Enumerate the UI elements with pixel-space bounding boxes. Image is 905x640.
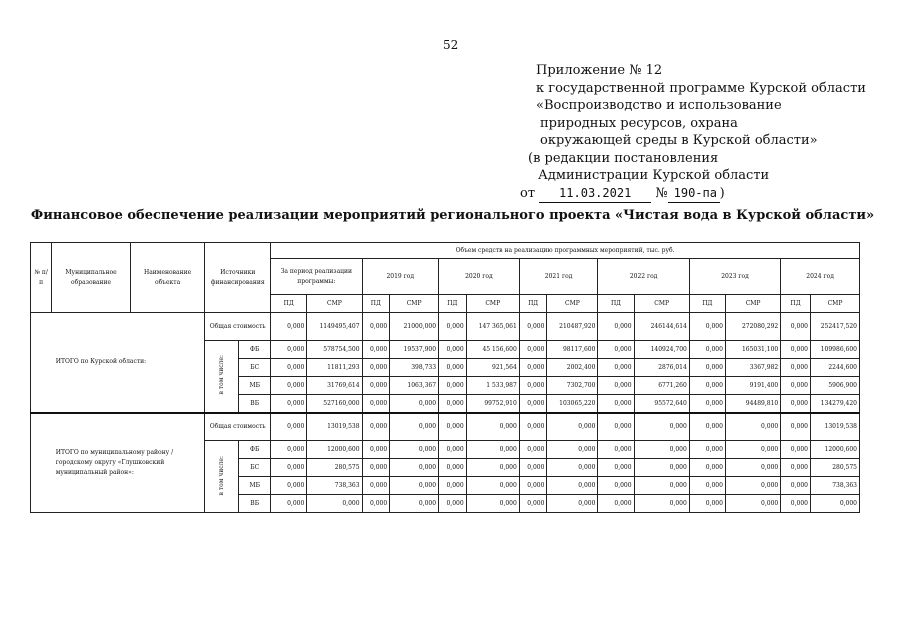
including-text: в том числе: (218, 455, 226, 496)
cell-pd: 0,000 (519, 459, 547, 477)
cell-smr: 0,000 (466, 441, 519, 459)
cell-smr: 11811,293 (307, 359, 362, 377)
annex-line-5: окружающей среды в Курской области» (540, 133, 818, 148)
header-2022: 2022 год (598, 259, 689, 295)
header-2023: 2023 год (689, 259, 780, 295)
cell-smr: 0,000 (634, 459, 689, 477)
annex-line-6: (в редакции постановления (528, 150, 719, 166)
cell-smr: 0,000 (390, 459, 439, 477)
source-code: БС (239, 359, 271, 377)
cell-pd: 0,000 (781, 359, 811, 377)
cell-pd: 0,000 (519, 477, 547, 495)
source-code: ВБ (239, 495, 271, 513)
cell-smr: 31769,614 (307, 377, 362, 395)
source-code: БС (239, 459, 271, 477)
cell-pd: 0,000 (362, 377, 390, 395)
cell-smr: 134279,420 (810, 395, 859, 413)
annex-date-line (520, 185, 866, 204)
cell-pd: 0,000 (519, 441, 547, 459)
group-label: ИТОГО по Курской области: (52, 313, 205, 413)
cell-smr: 0,000 (810, 495, 859, 513)
cell-smr: 738,363 (810, 477, 859, 495)
close-paren: ) (719, 185, 725, 201)
cell-smr: 98117,600 (547, 341, 598, 359)
cell-pd: 0,000 (598, 377, 634, 395)
source-code: ФБ (239, 341, 271, 359)
cell-pd: 0,000 (598, 495, 634, 513)
header-smr: СМР (725, 295, 780, 313)
table-row (31, 413, 860, 441)
cell-pd: 0,000 (598, 441, 634, 459)
header-2019: 2019 год (362, 259, 439, 295)
including-label (205, 441, 239, 513)
header-pd: ПД (689, 295, 725, 313)
cell-smr: 109986,600 (810, 341, 859, 359)
cell-pd: 0,000 (439, 459, 467, 477)
cell-smr: 252417,520 (810, 313, 859, 341)
annex-line-1: Приложение № 12 (536, 63, 663, 78)
cell-smr: 103065,220 (547, 395, 598, 413)
table-row (31, 313, 860, 341)
cell-pd: 0,000 (519, 359, 547, 377)
annex-line-7: Администрации Курской области (538, 168, 770, 183)
header-object: Наименование объекта (130, 243, 204, 313)
cell-smr: 147 365,061 (466, 313, 519, 341)
header-pd: ПД (781, 295, 811, 313)
table-body (31, 313, 860, 513)
cell-pd: 0,000 (781, 413, 811, 441)
cell-pd: 0,000 (439, 441, 467, 459)
cell-smr: 1063,367 (390, 377, 439, 395)
cell-smr: 9191,400 (725, 377, 780, 395)
cell-pd: 0,000 (362, 313, 390, 341)
number-label: № (655, 185, 668, 201)
cell-smr: 0,000 (390, 395, 439, 413)
financing-table (30, 242, 860, 513)
cell-pd: 0,000 (598, 395, 634, 413)
source-code: МБ (239, 477, 271, 495)
cell-smr: 0,000 (390, 413, 439, 441)
cell-pd: 0,000 (689, 341, 725, 359)
cell-pd: 0,000 (781, 441, 811, 459)
header-smr: СМР (547, 295, 598, 313)
cell-smr: 398,733 (390, 359, 439, 377)
page-number: 52 (443, 38, 459, 52)
cell-pd: 0,000 (271, 313, 307, 341)
cell-pd: 0,000 (362, 359, 390, 377)
header-smr: СМР (307, 295, 362, 313)
cell-pd: 0,000 (689, 377, 725, 395)
including-label (205, 341, 239, 413)
cell-pd: 0,000 (271, 477, 307, 495)
source-code: ВБ (239, 395, 271, 413)
cell-pd: 0,000 (781, 459, 811, 477)
from-label: от (520, 185, 536, 201)
cell-pd: 0,000 (271, 495, 307, 513)
cell-smr: 94489,810 (725, 395, 780, 413)
source-code: ФБ (239, 441, 271, 459)
cell-smr: 246144,614 (634, 313, 689, 341)
cell-pd: 0,000 (439, 477, 467, 495)
cell-smr: 165031,100 (725, 341, 780, 359)
cell-pd: 0,000 (689, 359, 725, 377)
decree-date: 11.03.2021 (539, 185, 651, 204)
cell-pd: 0,000 (519, 495, 547, 513)
cell-pd: 0,000 (689, 395, 725, 413)
cell-smr: 12000,600 (307, 441, 362, 459)
cell-smr: 12000,600 (810, 441, 859, 459)
cell-pd: 0,000 (362, 341, 390, 359)
cell-smr: 140924,700 (634, 341, 689, 359)
cell-smr: 0,000 (466, 413, 519, 441)
cell-smr: 0,000 (634, 477, 689, 495)
cell-pd: 0,000 (598, 359, 634, 377)
cell-smr: 2244,600 (810, 359, 859, 377)
header-2021: 2021 год (519, 259, 598, 295)
cell-smr: 0,000 (725, 413, 780, 441)
cell-pd: 0,000 (439, 341, 467, 359)
annex-block (520, 62, 866, 203)
cell-smr: 0,000 (725, 477, 780, 495)
cell-pd: 0,000 (689, 459, 725, 477)
cell-pd: 0,000 (689, 495, 725, 513)
cell-pd: 0,000 (271, 413, 307, 441)
cell-pd: 0,000 (271, 341, 307, 359)
cell-smr: 3367,982 (725, 359, 780, 377)
header-pd: ПД (271, 295, 307, 313)
cell-pd: 0,000 (362, 477, 390, 495)
cell-pd: 0,000 (598, 413, 634, 441)
including-text: в том числе: (218, 355, 226, 395)
cell-pd: 0,000 (271, 459, 307, 477)
cell-pd: 0,000 (439, 313, 467, 341)
cell-smr: 21000,000 (390, 313, 439, 341)
cell-smr: 0,000 (547, 495, 598, 513)
annex-line-4: природных ресурсов, охрана (540, 115, 738, 131)
header-smr: СМР (634, 295, 689, 313)
cell-smr: 99752,910 (466, 395, 519, 413)
cell-pd: 0,000 (439, 377, 467, 395)
cell-pd: 0,000 (362, 495, 390, 513)
cell-smr: 13019,538 (810, 413, 859, 441)
cell-pd: 0,000 (689, 313, 725, 341)
cell-pd: 0,000 (781, 395, 811, 413)
cell-pd: 0,000 (271, 377, 307, 395)
header-smr: СМР (810, 295, 859, 313)
cell-pd: 0,000 (439, 395, 467, 413)
cell-smr: 0,000 (466, 477, 519, 495)
decree-number: 190-па (668, 185, 720, 204)
header-2020: 2020 год (439, 259, 520, 295)
cell-smr: 578754,500 (307, 341, 362, 359)
cell-smr: 0,000 (725, 441, 780, 459)
cell-pd: 0,000 (689, 413, 725, 441)
cell-pd: 0,000 (689, 477, 725, 495)
header-pd: ПД (362, 295, 390, 313)
cell-pd: 0,000 (271, 441, 307, 459)
header-num: № п/п (31, 243, 52, 313)
cell-pd: 0,000 (362, 395, 390, 413)
cell-pd: 0,000 (439, 413, 467, 441)
cell-smr: 2002,400 (547, 359, 598, 377)
cell-smr: 95572,640 (634, 395, 689, 413)
annex-line-3: «Воспроизводство и использование (536, 98, 782, 113)
cell-smr: 0,000 (547, 413, 598, 441)
cell-pd: 0,000 (362, 441, 390, 459)
header-municipality: Муниципальное образование (52, 243, 131, 313)
cell-smr: 527160,000 (307, 395, 362, 413)
cell-pd: 0,000 (439, 359, 467, 377)
cell-pd: 0,000 (781, 341, 811, 359)
cell-smr: 1 533,987 (466, 377, 519, 395)
cell-pd: 0,000 (781, 313, 811, 341)
cell-pd: 0,000 (519, 395, 547, 413)
header-smr: СМР (390, 295, 439, 313)
cell-pd: 0,000 (781, 377, 811, 395)
header-pd: ПД (519, 295, 547, 313)
cell-pd: 0,000 (362, 459, 390, 477)
cell-pd: 0,000 (598, 313, 634, 341)
cell-pd: 0,000 (439, 495, 467, 513)
cell-smr: 738,363 (307, 477, 362, 495)
cell-smr: 280,575 (810, 459, 859, 477)
cell-pd: 0,000 (519, 341, 547, 359)
cell-pd: 0,000 (271, 359, 307, 377)
cell-pd: 0,000 (781, 495, 811, 513)
cell-smr: 280,575 (307, 459, 362, 477)
cell-smr: 0,000 (634, 495, 689, 513)
cell-smr: 0,000 (466, 495, 519, 513)
source-code: МБ (239, 377, 271, 395)
cell-smr: 0,000 (390, 495, 439, 513)
cell-smr: 0,000 (390, 441, 439, 459)
annex-line-2: к государственной программе Курской области (536, 80, 866, 96)
cell-pd: 0,000 (689, 441, 725, 459)
document-title: Финансовое обеспечение реализации мероприятий регионального проекта «Чистая вода в Курской области» (30, 208, 875, 223)
header-period: За период реализации программы: (271, 259, 362, 295)
cell-smr: 0,000 (725, 495, 780, 513)
cell-smr: 45 156,600 (466, 341, 519, 359)
header-volume: Объем средств на реализацию программных мероприятий, тыс. руб. (271, 243, 860, 259)
cell-smr: 13019,538 (307, 413, 362, 441)
cell-smr: 272080,292 (725, 313, 780, 341)
cell-pd: 0,000 (519, 377, 547, 395)
cell-smr: 0,000 (547, 459, 598, 477)
cell-pd: 0,000 (519, 313, 547, 341)
cell-smr: 2876,014 (634, 359, 689, 377)
total-cost-label: Общая стоимость (205, 313, 271, 341)
cell-smr: 0,000 (307, 495, 362, 513)
cell-num (31, 413, 52, 513)
cell-pd: 0,000 (271, 395, 307, 413)
group-label: ИТОГО по муниципальному району / городскому округу «Глушковский муниципальный район»: (52, 413, 205, 513)
cell-pd: 0,000 (598, 459, 634, 477)
header-2024: 2024 год (781, 259, 860, 295)
cell-pd: 0,000 (598, 477, 634, 495)
cell-smr: 5906,900 (810, 377, 859, 395)
cell-smr: 19537,900 (390, 341, 439, 359)
header-pd: ПД (598, 295, 634, 313)
cell-smr: 210487,920 (547, 313, 598, 341)
cell-smr: 1149495,407 (307, 313, 362, 341)
header-sources: Источники финансирования (205, 243, 271, 313)
cell-pd: 0,000 (362, 413, 390, 441)
cell-smr: 0,000 (390, 477, 439, 495)
cell-smr: 0,000 (725, 459, 780, 477)
cell-smr: 0,000 (634, 441, 689, 459)
cell-smr: 7302,700 (547, 377, 598, 395)
cell-smr: 921,564 (466, 359, 519, 377)
cell-smr: 0,000 (466, 459, 519, 477)
cell-pd: 0,000 (519, 413, 547, 441)
cell-smr: 0,000 (634, 413, 689, 441)
cell-pd: 0,000 (598, 341, 634, 359)
cell-smr: 0,000 (547, 441, 598, 459)
header-smr: СМР (466, 295, 519, 313)
cell-smr: 6771,260 (634, 377, 689, 395)
cell-smr: 0,000 (547, 477, 598, 495)
cell-num (31, 313, 52, 413)
header-pd: ПД (439, 295, 467, 313)
cell-pd: 0,000 (781, 477, 811, 495)
total-cost-label: Общая стоимость (205, 413, 271, 441)
